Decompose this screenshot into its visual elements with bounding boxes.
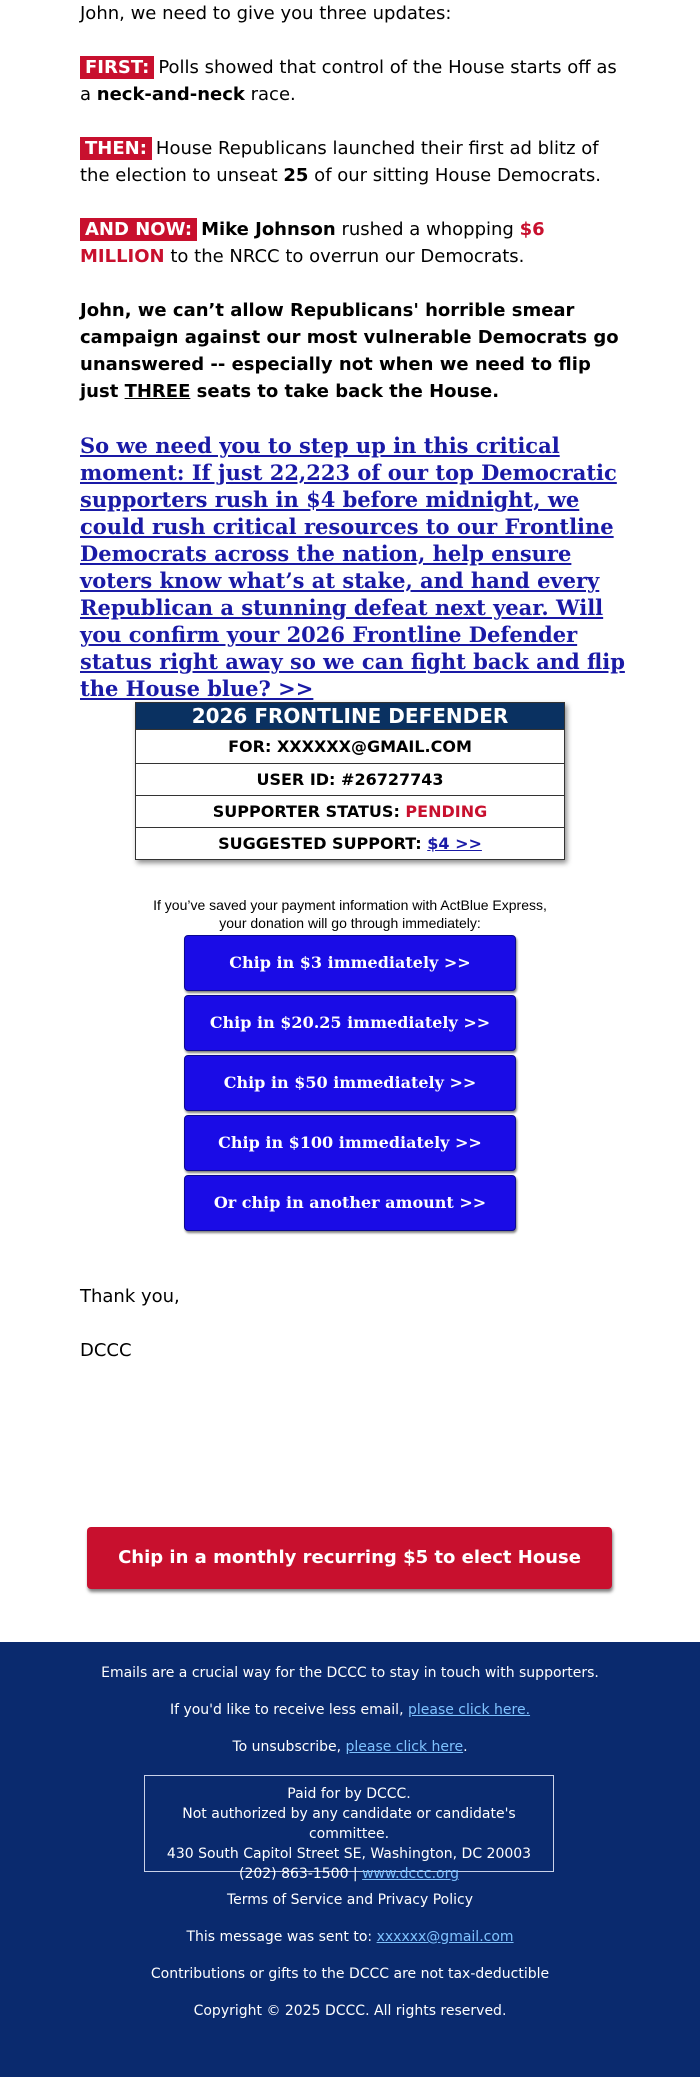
now-text-end: to the NRCC to overrun our Democrats.	[164, 246, 525, 267]
now-tag: AND NOW:	[80, 218, 197, 241]
for-value: XXXXXX@GMAIL.COM	[276, 737, 472, 756]
footer-less-email	[0, 1700, 700, 1720]
chip-in-50-button[interactable]: Chip in $50 immediately >>	[184, 1055, 516, 1111]
now-amount: $6 MILLION	[80, 219, 545, 267]
update-then	[80, 135, 620, 189]
card-row-support	[136, 827, 564, 859]
for-label: FOR:	[228, 737, 272, 756]
copyright: Copyright © 2025 DCCC. All rights reserved.	[193, 2003, 507, 2019]
then-bold: 25	[283, 165, 309, 186]
warning-end: seats to take back the House.	[190, 381, 500, 402]
user-id-label: USER ID:	[256, 770, 336, 789]
signature: DCCC	[80, 1340, 132, 1361]
less-email-link[interactable]: please click here.	[407, 1702, 531, 1718]
unsubscribe-link[interactable]: please click here	[345, 1739, 464, 1755]
chip-in-20-button[interactable]: Chip in $20.25 immediately >>	[184, 995, 516, 1051]
then-text-end: of our sitting House Democrats.	[308, 165, 601, 186]
intro-text: John, we need to give you three updates:	[80, 3, 452, 24]
sent-to-email-link[interactable]: xxxxxx@gmail.com	[376, 1929, 514, 1945]
then-tag: THEN:	[80, 137, 152, 160]
phone: (202) 863-1500 |	[238, 1866, 363, 1882]
now-bold: Mike Johnson	[201, 219, 336, 240]
support-label: SUGGESTED SUPPORT:	[218, 834, 422, 853]
signoff: Thank you,	[80, 1286, 180, 1307]
frontline-defender-card	[135, 702, 565, 860]
footer	[0, 1642, 700, 2077]
footer-intro: Emails are a crucial way for the DCCC to stay in touch with supporters.	[101, 1665, 599, 1681]
warning-main: John, we can’t allow Republicans' horrible smear campaign against our most vulnerable Democrats go unanswered -- especially not when we need to flip just	[80, 300, 619, 402]
unsubscribe-period: .	[463, 1739, 468, 1755]
status-badge: PENDING	[405, 802, 488, 821]
paid-for-box	[144, 1775, 554, 1882]
sent-to-text: This message was sent to:	[186, 1929, 377, 1945]
card-row-user-id	[136, 763, 564, 795]
express-note	[130, 896, 570, 932]
less-email-text: If you'd like to receive less email,	[169, 1702, 408, 1718]
tax-note: Contributions or gifts to the DCCC are not tax-deductible	[150, 1966, 550, 1982]
first-text: Polls showed that control of the House starts off as a	[80, 57, 617, 105]
suggested-support-link[interactable]: $4 >>	[427, 834, 482, 853]
warning-underlined: THREE	[124, 381, 191, 402]
card-row-status	[136, 795, 564, 827]
status-label: SUPPORTER STATUS:	[212, 802, 400, 821]
card-row-for	[136, 729, 564, 763]
appeal-link[interactable]: So we need you to step up in this critical moment: If just 22,223 of our top Democratic supporters rush in $4 before midnight, we could rush critical resources to our Frontline Democrats across the nation, help ensure voters know what’s at stake, and hand every Republican a stunning defeat next year. Will you confirm your 2026 Frontline Defender status right away so we can fight back and flip the House blue? >>	[80, 433, 625, 701]
unsubscribe-text: To unsubscribe,	[232, 1739, 346, 1755]
warning-text	[80, 297, 620, 405]
then-text: House Republicans launched their first ad blitz of the election to unseat	[80, 138, 599, 186]
first-text-end: race.	[244, 84, 296, 105]
recurring-donation-button[interactable]: Chip in a monthly recurring $5 to elect House Dems >>	[87, 1527, 612, 1589]
first-bold: neck-and-neck	[96, 84, 245, 105]
express-note-line-1: If you’ve saved your payment information with ActBlue Express,	[153, 897, 547, 913]
not-authorized: Not authorized by any candidate or candidate's committee.	[182, 1806, 516, 1842]
terms-link[interactable]: Terms of Service and Privacy Policy	[226, 1892, 473, 1908]
phone-and-site	[145, 1864, 553, 1884]
address: 430 South Capitol Street SE, Washington, DC 20003	[166, 1846, 532, 1862]
user-id-value: #26727743	[341, 770, 444, 789]
first-tag: FIRST:	[80, 56, 154, 79]
paid-by: Paid for by DCCC.	[287, 1786, 411, 1802]
card-title: 2026 FRONTLINE DEFENDER	[136, 703, 564, 729]
express-note-line-2: your donation will go through immediately:	[219, 915, 481, 931]
now-text: rushed a whopping	[335, 219, 520, 240]
chip-in-other-button[interactable]: Or chip in another amount >>	[184, 1175, 516, 1231]
footer-unsubscribe	[0, 1737, 700, 1757]
sent-to	[0, 1927, 700, 1947]
update-now	[80, 216, 620, 270]
site-link[interactable]: www.dccc.org	[362, 1866, 460, 1882]
update-first	[80, 54, 620, 108]
chip-in-3-button[interactable]: Chip in $3 immediately >>	[184, 935, 516, 991]
chip-in-100-button[interactable]: Chip in $100 immediately >>	[184, 1115, 516, 1171]
